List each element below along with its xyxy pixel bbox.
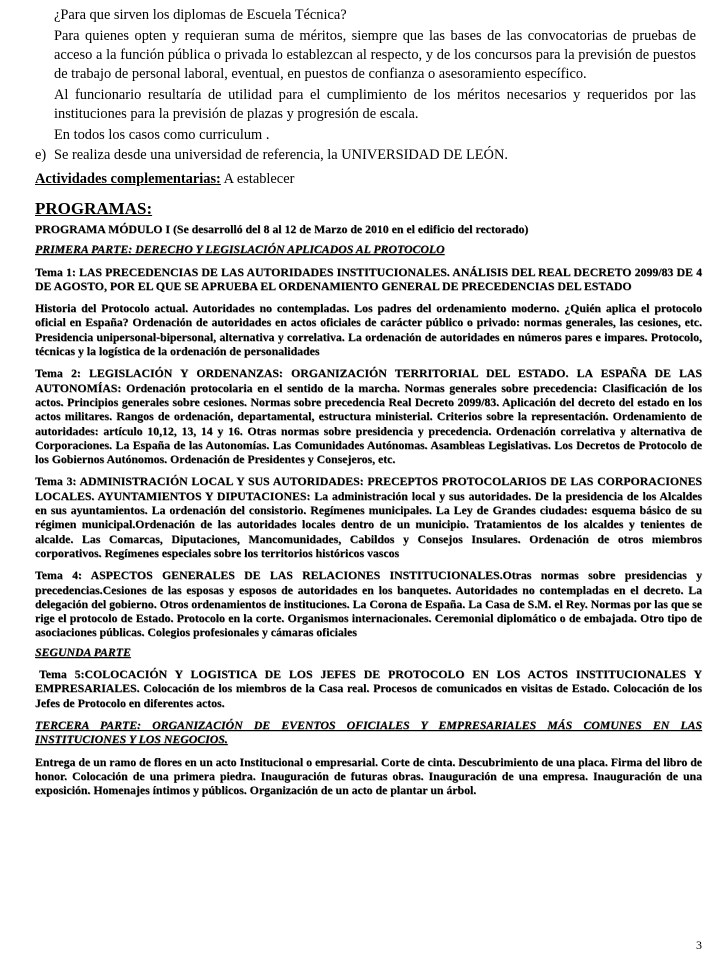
page-number: 3: [696, 938, 702, 952]
actividades-label: Actividades complementarias:: [35, 171, 221, 187]
tema4-paragraph: Tema 4: ASPECTOS GENERALES DE LAS RELACIONES INSTITUCIONALES.Otras normas sobre presidencias y precedencias.Cesiones de las esposas y esposos de autoridades en los banquetes. Autoridades no contempladas en el decreto. La delegación del gobierno. Otros ordenamientos de instituciones. La Corona de España. La Casa de S.M. el Rey. Normas por las que se rige el protocolo de Estado. Protocolo en la corte. Organismos internacionales. Ceremonial diplomático o de embajada. Otro tipo de asociaciones públicas. Colegios profesionales y cámaras oficiales: [35, 568, 702, 640]
intro-paragraph-1: Para quienes opten y requieran suma de méritos, siempre que las bases de las convocatorias de pruebas de acceso a la función pública o privada lo establezcan al respecto, y de los concursos para la previsión de puestos de trabajo de personal laboral, eventual, en puestos de confianza o asesoramiento específico.: [54, 28, 696, 82]
intro-section: [0, 6, 720, 145]
tercera-parte-body: Entrega de un ramo de flores en un acto Institucional o empresarial. Corte de cinta. Descubrimiento de una placa. Firma del libro de honor. Colocación de una primera piedra. Inauguración de futuras obras. Inauguración de una empresa. Inauguración de una exposición. Homenajes íntimos y públicos. Organización de un acto de plantar un árbol.: [35, 754, 702, 798]
programas-heading: PROGRAMAS:: [35, 199, 153, 218]
programa-modulo-title: PROGRAMA MÓDULO I (Se desarrolló del 8 al 12 de Marzo de 2010 en el edificio del rectorado): [35, 222, 529, 236]
intro-paragraph-3: En todos los casos como curriculum .: [54, 127, 270, 143]
list-item-letter: e): [35, 147, 47, 163]
tema2-paragraph: Tema 2: LEGISLACIÓN Y ORDENANZAS: ORGANIZACIÓN TERRITORIAL DEL ESTADO. LA ESPAÑA DE LAS AUTONOMÍAS: Ordenación protocolaria en el sentido de la marcha. Normas generales sobre precedencia: Clasificación de los actos. Principios generales sobre cesiones. Normas sobre precedencia Real Decreto 2099/83. Aplicación del decreto del estado en los actos militares. Rangos de ordenación, departamental, estructura ministerial. Criterios sobre la representación. Ordenamiento de autoridades: artículo 10,12, 13, 14 y 16. Otras normas sobre presidencia y precedencia. Ordenación correlativa y alternativa de Corporaciones. La España de las Autonomías. Las Comunidades Autónomas. Asambleas Legislativas. Los Decretos de Protocolo de los Gobiernos Autónomos. Ordenación de Presidentes y Consejeros, etc.: [35, 366, 702, 467]
actividades-value: A establecer: [220, 171, 295, 187]
segunda-parte-heading: SEGUNDA PARTE: [35, 644, 131, 659]
tema1-body: Historia del Protocolo actual. Autoridades no contempladas. Los padres del ordenamiento moderno. ¿Quién aplica el protocolo oficial en España? Ordenación de autoridades en actos oficiales de carácter público o privado: normas generales, las cesiones, etc. Presidencia unipersonal-bipersonal, alternativa y correlativa. La ordenación de autoridades en números pares e impares. Protocolo, técnicas y la logística de la ordenación de personalidades: [35, 301, 702, 359]
programas-section: [0, 199, 720, 797]
list-item-text: Se realiza desde una universidad de referencia, la UNIVERSIDAD DE LEÓN.: [54, 147, 508, 163]
primera-parte-heading: PRIMERA PARTE: DERECHO Y LEGISLACIÓN APLICADOS AL PROTOCOLO: [35, 242, 445, 257]
tema3-paragraph: Tema 3: ADMINISTRACIÓN LOCAL Y SUS AUTORIDADES: PRECEPTOS PROTOCOLARIOS DE LAS CORPORACIONES LOCALES. AYUNTAMIENTOS Y DIPUTACIONES: La administración local y sus autoridades. De la presidencia de los Alcaldes en sus ayuntamientos. La ordenación del consistorio. Regímenes municipales. La Ley de Grandes ciudades: esquema básico de su régimen municipal.Ordenación de las autoridades locales dentro de un municipio. Tratamientos de los alcaldes y tenientes de alcalde. Las Comarcas, Diputaciones, Mancomunidades, Cabildos y Consejos Insulares. Ordenación de otros miembros corporativos. Regímenes especiales sobre los territorios históricos vascos: [35, 474, 702, 560]
tema1-title: Tema 1: LAS PRECEDENCIAS DE LAS AUTORIDADES INSTITUCIONALES. ANÁLISIS DEL REAL DECRETO 2099/83 DE 4 DE AGOSTO, POR EL QUE SE APRUEBA EL ORDENAMIENTO GENERAL DE PRECEDENCIAS DEL ESTADO: [35, 264, 702, 293]
tercera-parte-heading: TERCERA PARTE: ORGANIZACIÓN DE EVENTOS OFICIALES Y EMPRESARIALES MÁS COMUNES EN LAS INSTITUCIONES Y LOS NEGOCIOS.: [35, 717, 702, 747]
tema5-paragraph: Tema 5:COLOCACIÓN Y LOGISTICA DE LOS JEFES DE PROTOCOLO EN LOS ACTOS INSTITUCIONALES Y EMPRESARIALES. Colocación de los miembros de la Casa real. Procesos de comunicados en visitas de Estado. Colocación de los Jefes de Protocolo en diferentes actos.: [35, 667, 702, 710]
actividades-line: [0, 170, 720, 188]
intro-question: ¿Para que sirven los diplomas de Escuela Técnica?: [54, 7, 347, 23]
list-item-e: [0, 146, 720, 165]
intro-paragraph-2: Al funcionario resultaría de utilidad para el cumplimiento de los méritos necesarios y requeridos por las instituciones para la previsión de plazas y progresión de escala.: [54, 87, 696, 122]
